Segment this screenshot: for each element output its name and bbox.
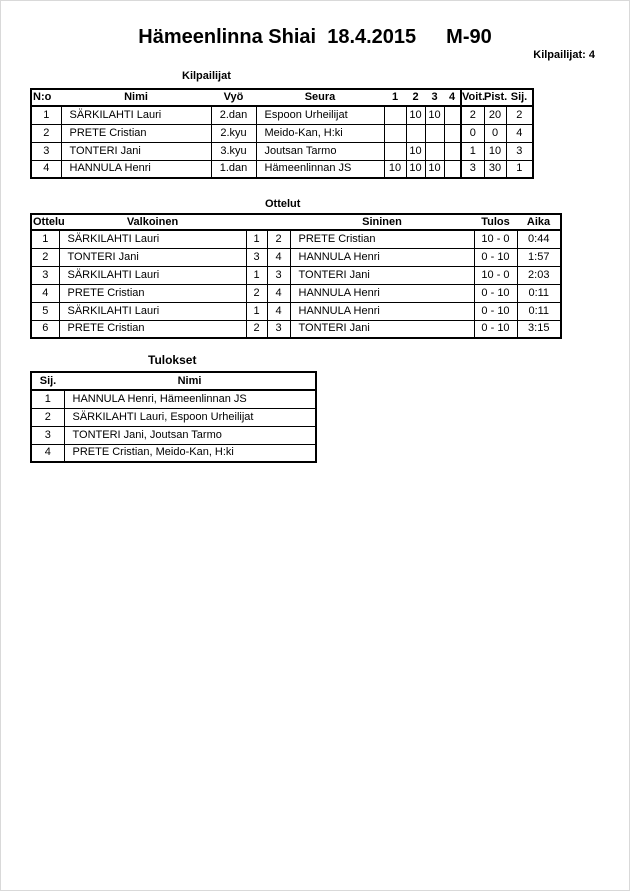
cell-blue-no: 3 bbox=[267, 266, 290, 284]
kilpailijat-heading: Kilpailijat bbox=[182, 70, 231, 82]
cell-sij: 2 bbox=[31, 408, 64, 426]
cell-no: 4 bbox=[31, 160, 61, 178]
col-header-vyo: Vyö bbox=[211, 89, 256, 106]
cell-sininen: TONTERI Jani bbox=[290, 266, 474, 284]
cell-vyo: 3.kyu bbox=[211, 142, 256, 160]
tulokset-header-row bbox=[31, 372, 316, 390]
ottelut-row bbox=[31, 248, 561, 266]
cell-sij: 1 bbox=[506, 160, 533, 178]
cell-blue-no: 2 bbox=[267, 230, 290, 248]
tulokset-row bbox=[31, 426, 316, 444]
cell-seura: Hämeenlinnan JS bbox=[256, 160, 384, 178]
cell-seura: Meido-Kan, H:ki bbox=[256, 124, 384, 142]
cell-tulos: 0 - 10 bbox=[474, 284, 517, 302]
cell-white-no: 1 bbox=[246, 302, 267, 320]
col-header-sininen: Sininen bbox=[290, 214, 474, 230]
cell-match-no: 6 bbox=[31, 320, 59, 338]
cell-round-3: 10 bbox=[425, 106, 444, 124]
col-header-nimi: Nimi bbox=[61, 89, 211, 106]
kilpailijat-row bbox=[31, 142, 533, 160]
cell-nimi: TONTERI Jani bbox=[61, 142, 211, 160]
cell-round-4 bbox=[444, 160, 461, 178]
title-category: M-90 bbox=[446, 26, 492, 48]
cell-match-no: 2 bbox=[31, 248, 59, 266]
cell-no: 1 bbox=[31, 106, 61, 124]
cell-aika: 2:03 bbox=[517, 266, 561, 284]
cell-white-no: 2 bbox=[246, 284, 267, 302]
cell-no: 2 bbox=[31, 124, 61, 142]
cell-pist: 30 bbox=[484, 160, 506, 178]
cell-valkoinen: TONTERI Jani bbox=[59, 248, 246, 266]
cell-match-no: 3 bbox=[31, 266, 59, 284]
col-header-aika: Aika bbox=[517, 214, 561, 230]
cell-voit: 1 bbox=[461, 142, 484, 160]
cell-tulos: 10 - 0 bbox=[474, 230, 517, 248]
cell-pist: 20 bbox=[484, 106, 506, 124]
cell-tulos: 10 - 0 bbox=[474, 266, 517, 284]
cell-round-1 bbox=[384, 142, 406, 160]
cell-blue-no: 3 bbox=[267, 320, 290, 338]
cell-blue-no: 4 bbox=[267, 302, 290, 320]
cell-aika: 1:57 bbox=[517, 248, 561, 266]
document-title bbox=[0, 26, 630, 49]
cell-sij: 3 bbox=[31, 426, 64, 444]
cell-sininen: HANNULA Henri bbox=[290, 248, 474, 266]
title-event: Hämeenlinna Shiai 18.4.2015 bbox=[138, 26, 417, 48]
cell-white-no: 1 bbox=[246, 266, 267, 284]
cell-no: 3 bbox=[31, 142, 61, 160]
cell-round-2: 10 bbox=[406, 160, 425, 178]
ottelut-row bbox=[31, 284, 561, 302]
cell-white-no: 2 bbox=[246, 320, 267, 338]
col-header-seura: Seura bbox=[256, 89, 384, 106]
col-header-round-2: 2 bbox=[406, 89, 425, 106]
cell-match-no: 5 bbox=[31, 302, 59, 320]
col-header-valkoinen: Valkoinen bbox=[59, 214, 246, 230]
col-header-sij: Sij. bbox=[31, 372, 64, 390]
cell-vyo: 1.dan bbox=[211, 160, 256, 178]
cell-sij: 2 bbox=[506, 106, 533, 124]
col-header-round-3: 3 bbox=[425, 89, 444, 106]
cell-valkoinen: PRETE Cristian bbox=[59, 284, 246, 302]
cell-round-2 bbox=[406, 124, 425, 142]
col-header-round-4: 4 bbox=[444, 89, 461, 106]
cell-pist: 10 bbox=[484, 142, 506, 160]
cell-round-1 bbox=[384, 124, 406, 142]
cell-valkoinen: SÄRKILAHTI Lauri bbox=[59, 302, 246, 320]
cell-nimi: SÄRKILAHTI Lauri bbox=[61, 106, 211, 124]
cell-valkoinen: SÄRKILAHTI Lauri bbox=[59, 230, 246, 248]
ottelut-row bbox=[31, 266, 561, 284]
tulokset-row bbox=[31, 408, 316, 426]
col-header-sij: Sij. bbox=[506, 89, 533, 106]
col-header-tulos: Tulos bbox=[474, 214, 517, 230]
col-header-no: N:o bbox=[31, 89, 61, 106]
tulokset-heading: Tulokset bbox=[148, 353, 197, 367]
ottelut-row bbox=[31, 320, 561, 338]
cell-nimi: PRETE Cristian bbox=[61, 124, 211, 142]
competitors-count: Kilpailijat: 4 bbox=[533, 49, 595, 61]
cell-round-2: 10 bbox=[406, 106, 425, 124]
cell-round-3 bbox=[425, 124, 444, 142]
cell-tulos: 0 - 10 bbox=[474, 320, 517, 338]
cell-voit: 0 bbox=[461, 124, 484, 142]
cell-sij: 3 bbox=[506, 142, 533, 160]
col-header-blue-no bbox=[267, 214, 290, 230]
cell-sininen: PRETE Cristian bbox=[290, 230, 474, 248]
col-header-white-no bbox=[246, 214, 267, 230]
cell-round-1 bbox=[384, 106, 406, 124]
cell-round-3 bbox=[425, 142, 444, 160]
cell-sij: 4 bbox=[31, 444, 64, 462]
cell-nimi: HANNULA Henri, Hämeenlinnan JS bbox=[64, 390, 316, 408]
cell-sij: 1 bbox=[31, 390, 64, 408]
cell-valkoinen: PRETE Cristian bbox=[59, 320, 246, 338]
cell-round-4 bbox=[444, 106, 461, 124]
tulokset-table bbox=[30, 371, 317, 463]
cell-white-no: 1 bbox=[246, 230, 267, 248]
cell-sininen: HANNULA Henri bbox=[290, 284, 474, 302]
cell-sininen: TONTERI Jani bbox=[290, 320, 474, 338]
ottelut-row bbox=[31, 230, 561, 248]
cell-match-no: 4 bbox=[31, 284, 59, 302]
cell-seura: Espoon Urheilijat bbox=[256, 106, 384, 124]
cell-sininen: HANNULA Henri bbox=[290, 302, 474, 320]
cell-pist: 0 bbox=[484, 124, 506, 142]
cell-vyo: 2.dan bbox=[211, 106, 256, 124]
cell-aika: 0:11 bbox=[517, 284, 561, 302]
cell-voit: 3 bbox=[461, 160, 484, 178]
cell-white-no: 3 bbox=[246, 248, 267, 266]
cell-aika: 0:44 bbox=[517, 230, 561, 248]
cell-round-2: 10 bbox=[406, 142, 425, 160]
cell-aika: 3:15 bbox=[517, 320, 561, 338]
cell-round-3: 10 bbox=[425, 160, 444, 178]
kilpailijat-header-row bbox=[31, 89, 533, 106]
col-header-round-1: 1 bbox=[384, 89, 406, 106]
cell-nimi: TONTERI Jani, Joutsan Tarmo bbox=[64, 426, 316, 444]
cell-blue-no: 4 bbox=[267, 248, 290, 266]
cell-tulos: 0 - 10 bbox=[474, 248, 517, 266]
cell-aika: 0:11 bbox=[517, 302, 561, 320]
kilpailijat-row bbox=[31, 106, 533, 124]
cell-round-4 bbox=[444, 124, 461, 142]
kilpailijat-row bbox=[31, 160, 533, 178]
cell-nimi: PRETE Cristian, Meido-Kan, H:ki bbox=[64, 444, 316, 462]
cell-blue-no: 4 bbox=[267, 284, 290, 302]
cell-round-4 bbox=[444, 142, 461, 160]
cell-seura: Joutsan Tarmo bbox=[256, 142, 384, 160]
ottelut-row bbox=[31, 302, 561, 320]
cell-nimi: HANNULA Henri bbox=[61, 160, 211, 178]
col-header-voit: Voit. bbox=[461, 89, 484, 106]
tulokset-row bbox=[31, 390, 316, 408]
cell-tulos: 0 - 10 bbox=[474, 302, 517, 320]
kilpailijat-table bbox=[30, 88, 534, 179]
col-header-pist: Pist. bbox=[484, 89, 506, 106]
ottelut-header-row bbox=[31, 214, 561, 230]
kilpailijat-row bbox=[31, 124, 533, 142]
cell-valkoinen: SÄRKILAHTI Lauri bbox=[59, 266, 246, 284]
cell-sij: 4 bbox=[506, 124, 533, 142]
cell-nimi: SÄRKILAHTI Lauri, Espoon Urheilijat bbox=[64, 408, 316, 426]
ottelut-table bbox=[30, 213, 562, 339]
cell-match-no: 1 bbox=[31, 230, 59, 248]
col-header-nimi: Nimi bbox=[64, 372, 316, 390]
cell-vyo: 2.kyu bbox=[211, 124, 256, 142]
cell-voit: 2 bbox=[461, 106, 484, 124]
col-header-ottelu: Ottelu bbox=[31, 214, 59, 230]
cell-round-1: 10 bbox=[384, 160, 406, 178]
ottelut-heading: Ottelut bbox=[265, 198, 301, 210]
tulokset-row bbox=[31, 444, 316, 462]
